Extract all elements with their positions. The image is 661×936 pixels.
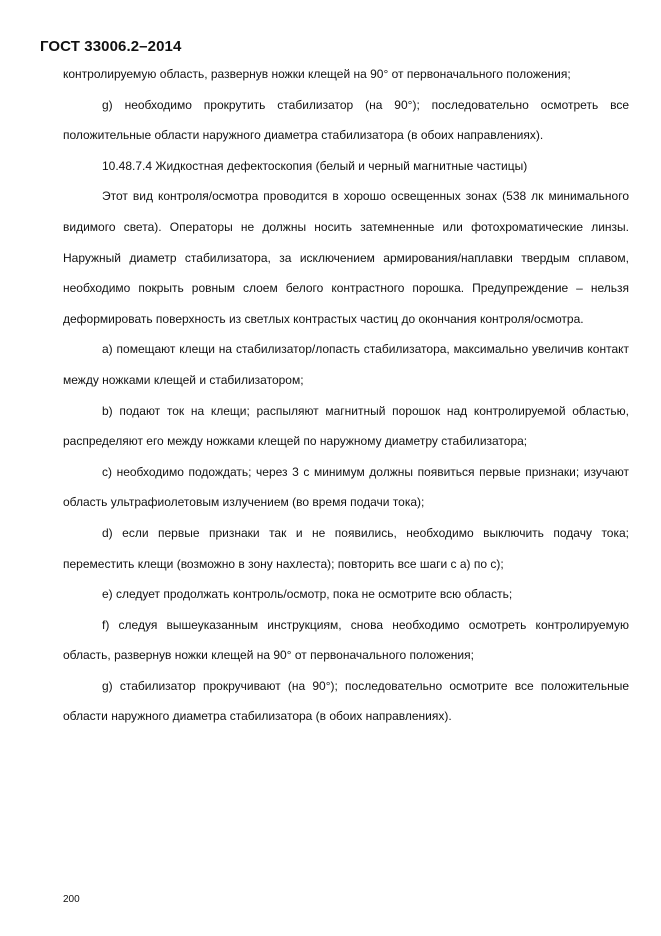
page-number: 200: [63, 894, 80, 905]
paragraph-intro: Этот вид контроля/осмотра проводится в хорошо освещенных зонах (538 лк минимального видимого света). Операторы не должны носить затемненные или фотохроматические линзы. Наружный диаметр стабилизатора, за исключением армирования/наплавки твердым сплавом, необходимо покрыть ровным слоем белого контрастного порошка. Предупреждение – нельзя деформировать поверхность из светлых контрастых частиц до окончания контроля/осмотра.: [63, 189, 629, 326]
paragraph-item-b: b) подают ток на клещи; распыляют магнитный порошок над контролируемой областью, распределяют его между ножками клещей по наружному диаметру стабилизатора;: [63, 403, 629, 449]
document-body: [63, 59, 629, 732]
paragraph-continuation: контролируемую область, развернув ножки клещей на 90° от первоначального положения;: [63, 67, 571, 81]
paragraph-item-e: e) следует продолжать контроль/осмотр, пока не осмотрите всю область;: [102, 587, 513, 602]
paragraph-item-f: f) следуя вышеуказанным инструкциям, снова необходимо осмотреть контролируемую область, развернув ножки клещей на 90° от первоначального положения;: [63, 617, 629, 663]
paragraph-item-g-second: g) стабилизатор прокручивают (на 90°); последовательно осмотрите все положительные области наружного диаметра стабилизатора (в обоих направлениях).: [63, 678, 629, 724]
paragraph-item-a: a) помещают клещи на стабилизатор/лопасть стабилизатора, максимально увеличив контакт между ножками клещей и стабилизатором;: [63, 342, 629, 387]
paragraph-item-d: d) если первые признаки так и не появились, необходимо выключить подачу тока; переместить клещи (возможно в зону нахлеста); повторить все шаги с a) по c);: [63, 525, 629, 571]
paragraph-item-c: c) необходимо подождать; через 3 с минимум должны появиться первые признаки; изучают область ультрафиолетовым излучением (во время подачи тока);: [63, 464, 629, 510]
document-header: ГОСТ 33006.2–2014: [40, 38, 182, 55]
section-heading: 10.48.7.4 Жидкостная дефектоскопия (белый и черный магнитные частицы): [102, 158, 528, 173]
paragraph-item-g: g) необходимо прокрутить стабилизатор (на 90°); последовательно осмотреть все положительные области наружного диаметра стабилизатора (в обоих направлениях).: [63, 97, 629, 143]
